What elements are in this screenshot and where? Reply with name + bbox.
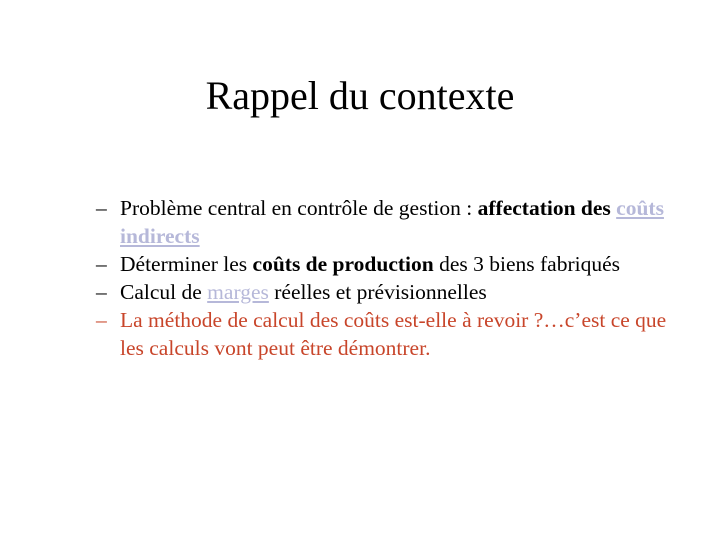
bullet-text-end: réelles et prévisionnelles bbox=[268, 280, 487, 304]
bullet-text: La méthode de calcul des coûts est-elle à revoir ?…c’est ce que les calculs vont peut être démontrer. bbox=[120, 308, 667, 360]
bullet-item-2 bbox=[96, 250, 676, 278]
bullet-bold-text: coûts de production bbox=[252, 252, 434, 276]
bullet-bold-text: affectation des bbox=[477, 196, 617, 220]
bullet-item-1 bbox=[96, 194, 676, 250]
bullet-item-3 bbox=[96, 278, 676, 306]
bullet-marker: – bbox=[96, 252, 107, 276]
bullet-text-end: des 3 biens fabriqués bbox=[433, 252, 621, 276]
bullet-marker: – bbox=[96, 196, 107, 220]
link-marges[interactable]: marges bbox=[207, 280, 269, 304]
bullet-marker: – bbox=[96, 308, 107, 332]
slide-title: Rappel du contexte bbox=[205, 73, 515, 118]
bullet-text: Calcul de bbox=[120, 280, 208, 304]
bullet-item-4 bbox=[96, 306, 676, 362]
link-couts-indirects[interactable]: coûts indirects bbox=[120, 196, 664, 248]
bullet-text: Déterminer les bbox=[120, 252, 253, 276]
bullet-text: Problème central en contrôle de gestion : bbox=[120, 196, 478, 220]
bullet-marker: – bbox=[96, 280, 107, 304]
bullet-list bbox=[96, 194, 676, 362]
